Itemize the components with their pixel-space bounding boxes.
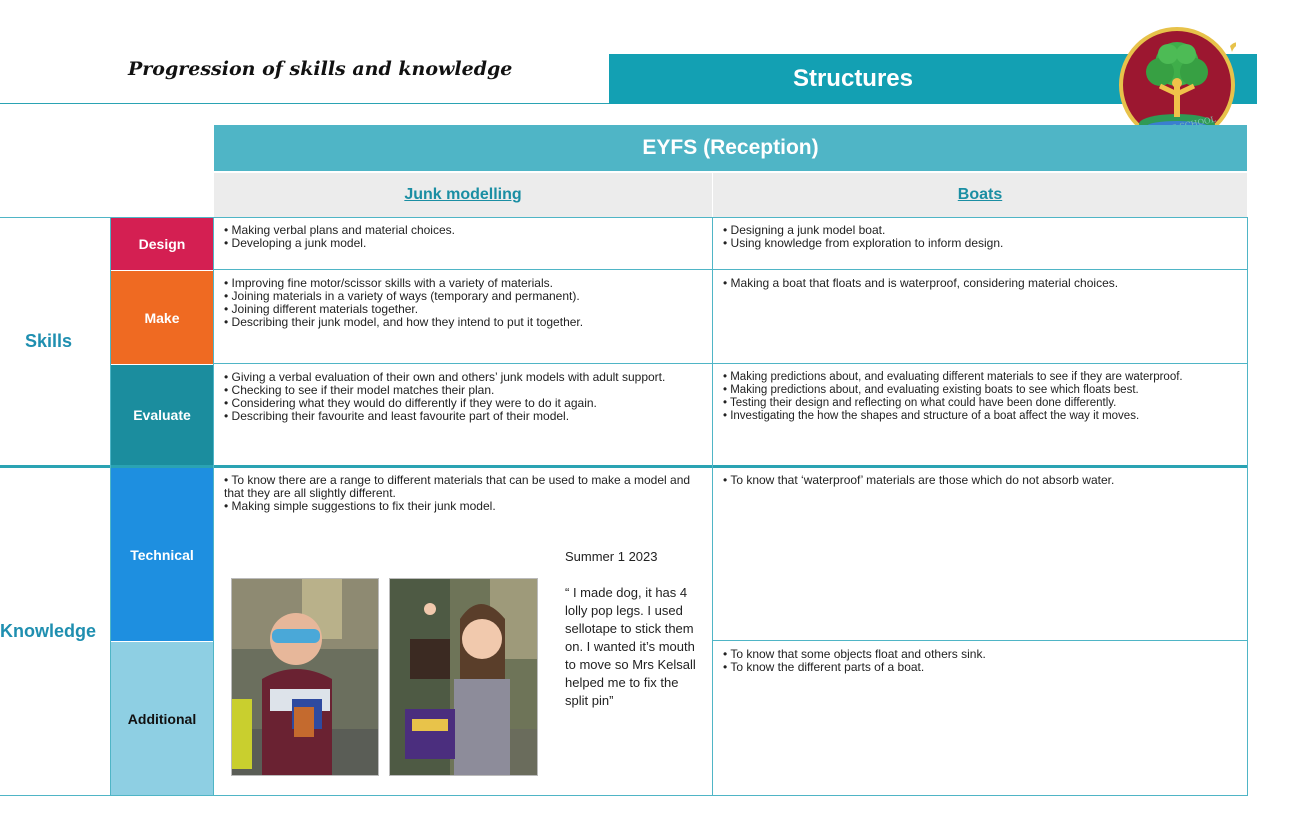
row-label-text: Technical (130, 546, 194, 563)
bullet: • Making verbal plans and material choices. (224, 223, 455, 237)
evaluate-boats-cell (713, 365, 1247, 465)
page-title: Progression of skills and knowledge (128, 58, 513, 80)
photo-caption (565, 548, 705, 710)
column-header-junk-modelling (214, 173, 712, 217)
row-label-text: Design (138, 236, 186, 252)
evaluate-junk-cell (214, 365, 712, 465)
bullet: • Developing a junk model. (224, 236, 367, 250)
row-label-evaluate (111, 365, 213, 465)
design-boats-cell (713, 218, 1247, 270)
child-quote: “ I made dog, it has 4 lolly pop legs. I used sellotape to stick them on. I wanted it’s mouth to move so Mrs Kelsall helped me to fix the split pin” (565, 585, 696, 708)
bullet: • Making simple suggestions to fix their junk model. (224, 499, 496, 513)
column-title: Junk modelling (404, 186, 522, 203)
bullet: • To know that some objects float and others sink. (723, 647, 986, 661)
bullet: • Joining materials in a variety of ways (temporary and permanent). (224, 289, 580, 303)
stage-header (214, 125, 1247, 171)
column-title: Boats (957, 186, 1003, 203)
row-label-text: Make (144, 309, 180, 326)
row-label-text: Evaluate (133, 407, 191, 423)
bullet: • Giving a verbal evaluation of their own and others’ junk models with adult support. (224, 370, 666, 384)
bullet: • To know the different parts of a boat. (723, 660, 925, 674)
child-photo-girl (389, 578, 538, 776)
child-photo-boy (231, 578, 379, 776)
bullet: • Describing their favourite and least favourite part of their model. (224, 409, 570, 423)
additional-boats-cell (713, 642, 1247, 795)
bullet: • Checking to see if their model matches their plan. (224, 383, 495, 397)
row-label-additional (111, 642, 213, 795)
bullet: • Testing their design and reflecting on what could have been done differently. (723, 397, 1117, 409)
bullet: • Investigating the how the shapes and structure of a boat affect the way it moves. (723, 410, 1140, 422)
technical-boats-cell (713, 468, 1247, 641)
side-label-skills: Skills (25, 331, 73, 351)
bullet: • Using knowledge from exploration to inform design. (723, 236, 1004, 250)
bullet: • Making predictions about, and evaluating existing boats to see which floats best. (723, 384, 1139, 396)
subject-title: Structures (792, 65, 914, 92)
bullet: • Improving fine motor/scissor skills with a variety of materials. (224, 276, 553, 290)
technical-junk-cell (214, 468, 712, 548)
side-label-knowledge: Knowledge (0, 621, 97, 641)
header-rule (0, 103, 610, 104)
row-label-text: Additional (127, 710, 197, 727)
row-label-technical (111, 468, 213, 641)
bullet: • Designing a junk model boat. (723, 223, 886, 237)
bullet: • Describing their junk model, and how they intend to put it together. (224, 315, 584, 329)
column-header-boats (713, 173, 1247, 217)
bullet: • Making predictions about, and evaluating different materials to see if they are waterproof. (723, 371, 1183, 383)
bullet: • Making a boat that floats and is waterproof, considering material choices. (723, 276, 1119, 290)
photo-date: Summer 1 2023 (565, 549, 658, 564)
make-boats-cell (713, 271, 1247, 364)
grid-line (1247, 217, 1248, 796)
stage-title: EYFS (Reception) (642, 136, 819, 159)
bullet: • To know there are a range to different materials that can be used to make a model and that they are all slightly different. (224, 473, 691, 500)
row-label-make (111, 271, 213, 364)
bullet: • Joining different materials together. (224, 302, 419, 316)
make-junk-cell (214, 271, 712, 364)
grid-line (0, 795, 1247, 796)
bullet: • To know that ‘waterproof’ materials are those which do not absorb water. (723, 473, 1115, 487)
row-label-design (111, 218, 213, 270)
bullet: • Considering what they would do differently if they were to do it again. (224, 396, 597, 410)
design-junk-cell (214, 218, 712, 270)
